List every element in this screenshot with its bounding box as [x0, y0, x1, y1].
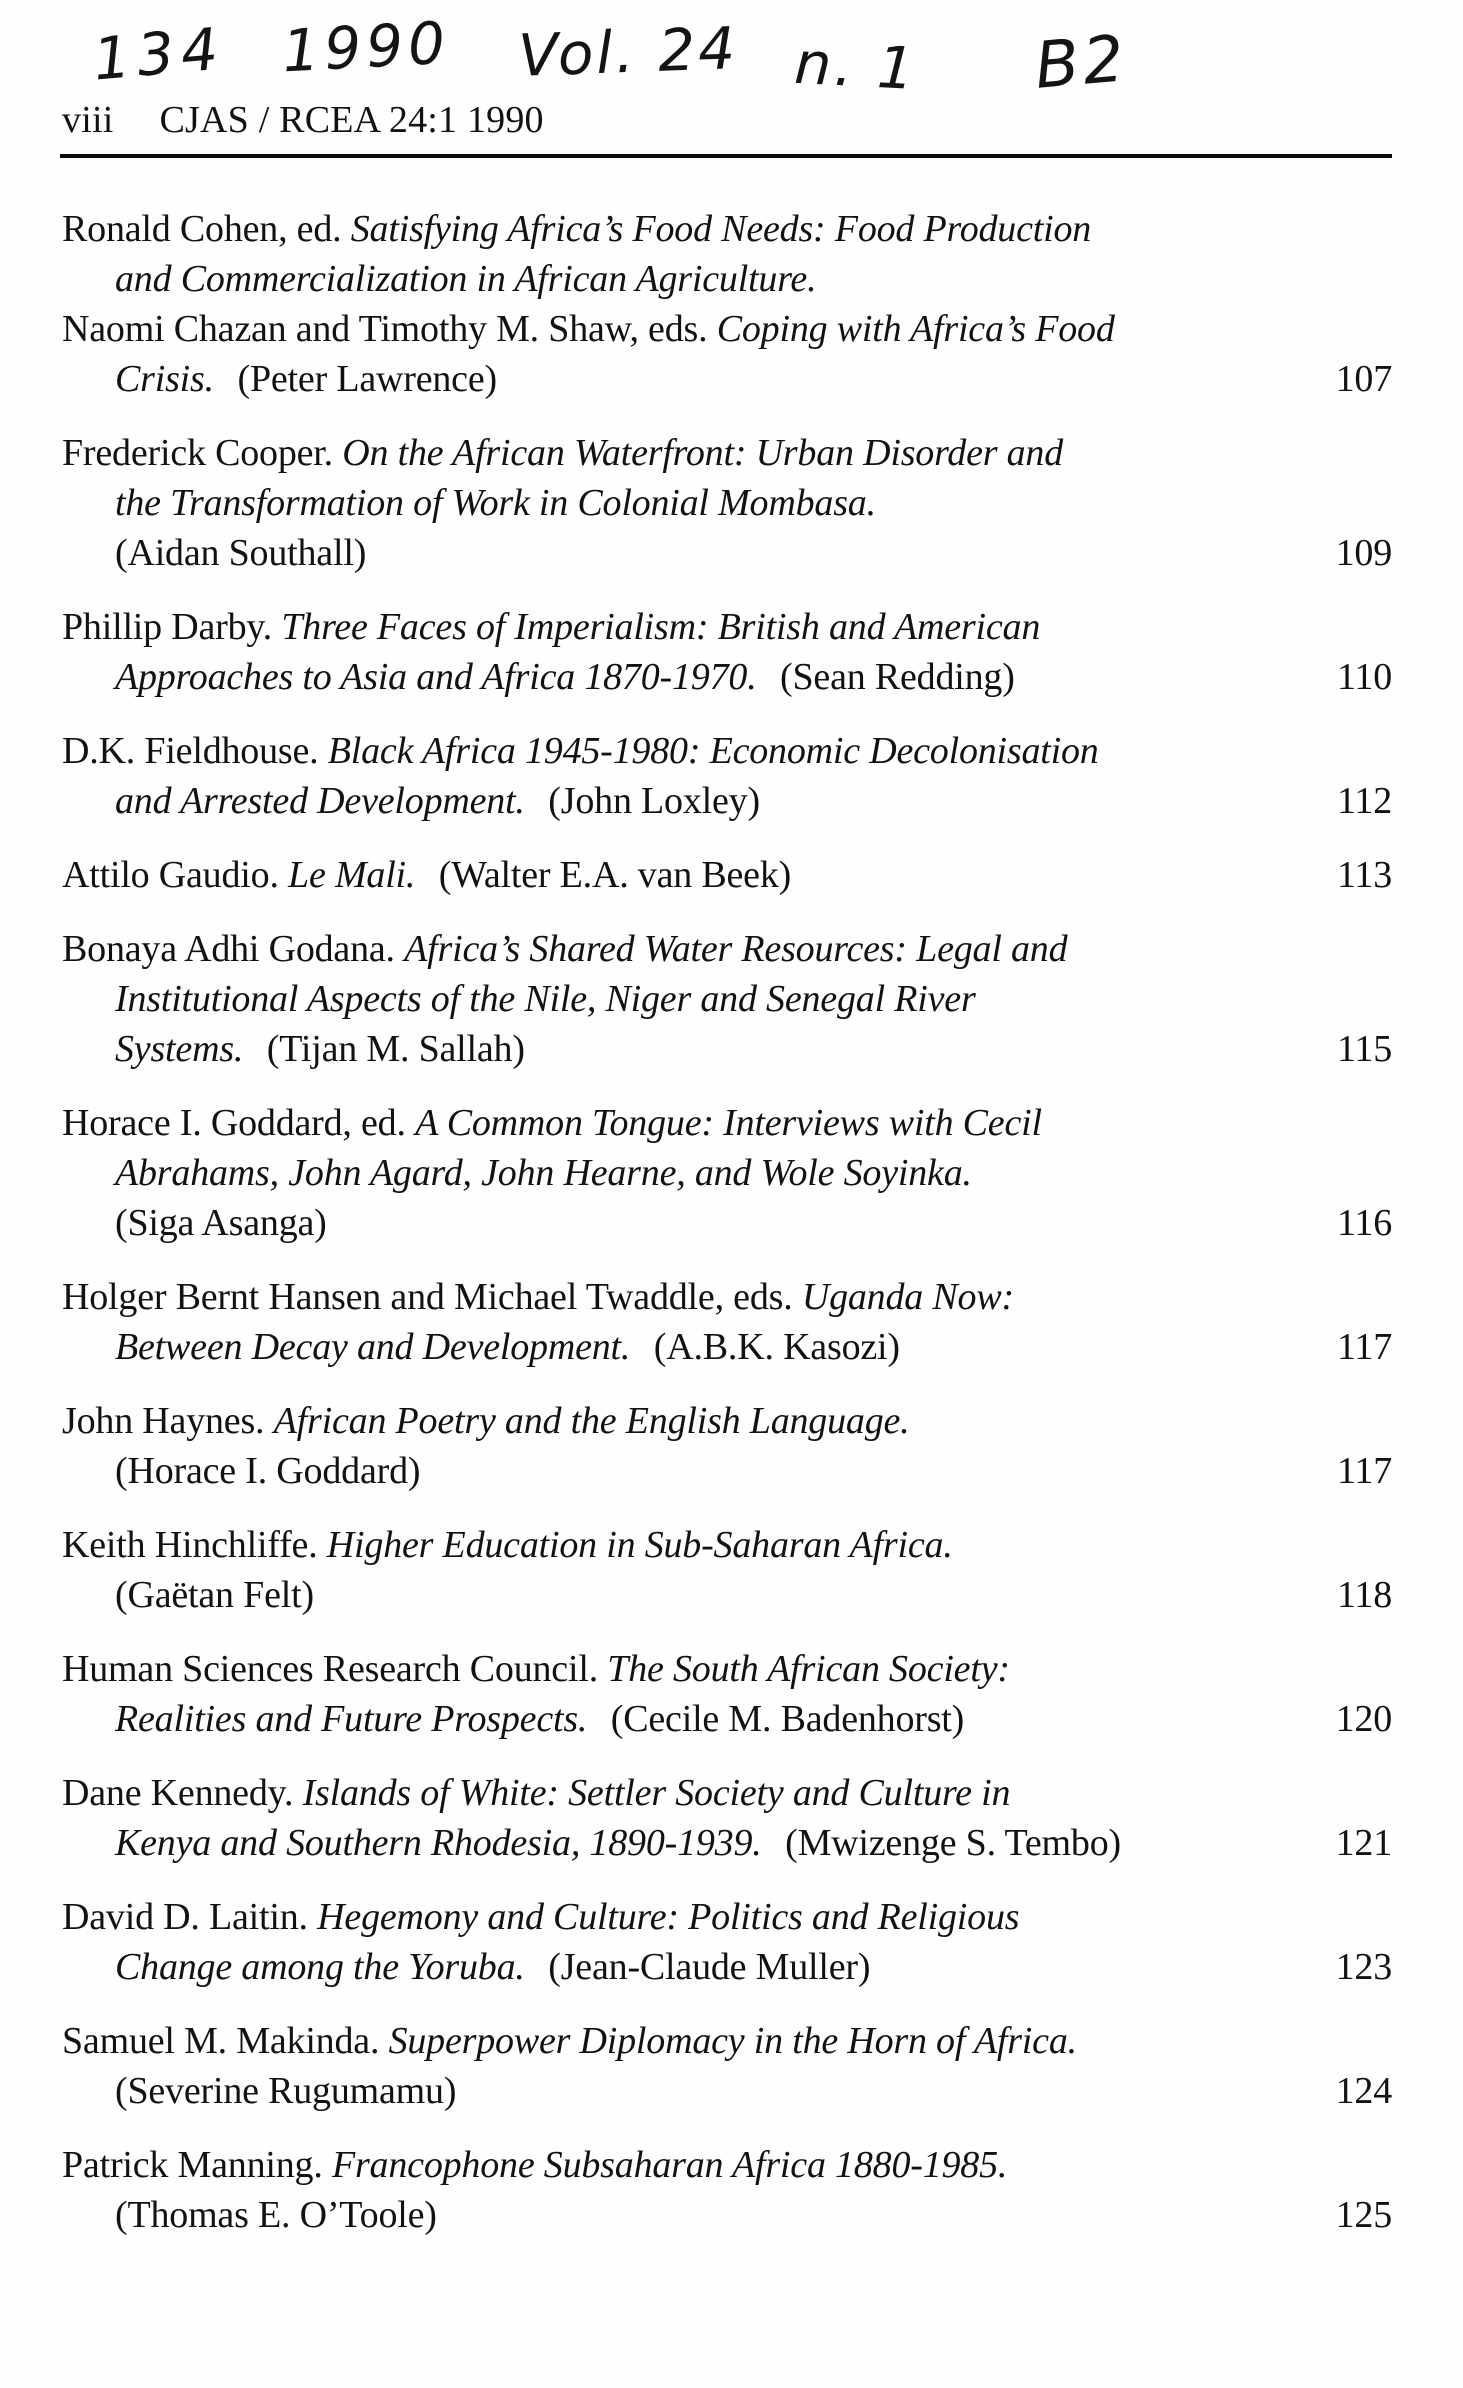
entry-text [62, 1570, 314, 1620]
handwriting-token: 1990 [280, 8, 452, 86]
toc-entry [62, 428, 1392, 578]
text-segment: D.K. Fieldhouse. [62, 730, 328, 772]
book-title-segment: Change among the Yoruba. [115, 1946, 525, 1988]
toc-line [62, 850, 1392, 900]
book-title-segment: and Commercialization in African Agriculture. [115, 258, 817, 300]
toc-line [62, 1098, 1392, 1148]
text-segment: Holger Bernt Hansen and Michael Twaddle, eds. [62, 1276, 802, 1318]
page-number: 110 [1337, 656, 1392, 698]
text-segment: Naomi Chazan and Timothy M. Shaw, eds. [62, 308, 717, 350]
text-segment: Patrick Manning. [62, 2144, 332, 2186]
toc-line [62, 2016, 1392, 2066]
entry-text [62, 1272, 1014, 1322]
toc-line [62, 354, 1392, 404]
entry-text [62, 2016, 1077, 2066]
entry-text [62, 1892, 1019, 1942]
book-title-segment: Realities and Future Prospects. [115, 1698, 588, 1740]
toc-entry [62, 1396, 1392, 1496]
text-segment: Horace I. Goddard, ed. [62, 1102, 416, 1144]
book-title-segment: African Poetry and the English Language. [273, 1400, 910, 1442]
toc-line [62, 1570, 1392, 1620]
text-segment: Dane Kennedy. [62, 1772, 303, 1814]
book-title-segment: Three Faces of Imperialism: British and American [281, 606, 1041, 648]
entry-text [62, 2190, 437, 2240]
toc-entry [62, 1892, 1392, 1992]
page-number: 117 [1337, 1450, 1392, 1492]
header-rule [60, 154, 1392, 158]
toc-entry [62, 204, 1392, 404]
entry-text [62, 2066, 456, 2116]
text-segment: Samuel M. Makinda. [62, 2020, 389, 2062]
toc-entry [62, 602, 1392, 702]
toc-line [62, 1322, 1392, 1372]
page-number: 120 [1335, 1698, 1392, 1740]
toc-line [62, 428, 1392, 478]
book-title-segment: Higher Education in Sub-Saharan Africa. [326, 1524, 953, 1566]
toc-line [62, 1694, 1392, 1744]
handwriting-annotation [90, 2, 1131, 104]
book-title-segment: Superpower Diplomacy in the Horn of Africa. [388, 2020, 1077, 2062]
text-segment: Frederick Cooper. [62, 432, 343, 474]
toc-line [62, 1818, 1392, 1868]
toc-line [62, 726, 1392, 776]
text-segment: Phillip Darby. [62, 606, 282, 648]
entry-text [62, 602, 1040, 652]
toc-entry [62, 924, 1392, 1074]
toc-line [62, 1644, 1392, 1694]
entry-text [62, 478, 876, 528]
text-segment: (Tijan M. Sallah) [266, 1028, 525, 1070]
entry-text [62, 1818, 1121, 1868]
toc-line [62, 254, 1392, 304]
entry-text [62, 1322, 900, 1372]
entry-text [62, 776, 760, 826]
text-segment: (Aidan Southall) [115, 532, 367, 574]
running-header [62, 98, 544, 142]
toc-line [62, 1198, 1392, 1248]
toc-line [62, 1024, 1392, 1074]
toc-line [62, 2140, 1392, 2190]
toc-line [62, 1892, 1392, 1942]
entry-text [62, 1644, 1010, 1694]
text-segment: (Siga Asanga) [115, 1202, 327, 1244]
entry-text [62, 924, 1067, 974]
book-title-segment: Black Africa 1945-1980: Economic Decolonisation [327, 730, 1099, 772]
toc-line [62, 1520, 1392, 1570]
handwriting-token: n. 1 [793, 28, 920, 104]
toc-line [62, 974, 1392, 1024]
text-segment: (Gaëtan Felt) [115, 1574, 314, 1616]
entry-text [62, 1396, 909, 1446]
text-segment: (Walter E.A. van Beek) [438, 854, 792, 896]
toc-line [62, 924, 1392, 974]
text-segment: David D. Laitin. [62, 1896, 318, 1938]
book-title-segment: Satisfying Africa’s Food Needs: Food Production [350, 208, 1092, 250]
toc-line [62, 1272, 1392, 1322]
folio-page-label: viii [62, 99, 114, 141]
page-number: 115 [1337, 1028, 1392, 1070]
page-number: 107 [1335, 358, 1392, 400]
toc-entry [62, 1272, 1392, 1372]
book-title-segment: Hegemony and Culture: Politics and Religious [317, 1896, 1020, 1938]
book-title-segment: The South African Society: [607, 1648, 1010, 1690]
entry-text [62, 2140, 1007, 2190]
text-segment: Keith Hinchliffe. [62, 1524, 327, 1566]
toc-entry [62, 2140, 1392, 2240]
page-number: 109 [1335, 532, 1392, 574]
text-segment: Attilo Gaudio. [62, 854, 289, 896]
book-title-segment: Systems. [115, 1028, 244, 1070]
text-segment: Bonaya Adhi Godana. [62, 928, 405, 970]
text-segment: (Thomas E. O’Toole) [115, 2194, 437, 2236]
page-number: 123 [1335, 1946, 1392, 1988]
toc-line [62, 1942, 1392, 1992]
page-number: 113 [1337, 854, 1392, 896]
toc-line [62, 528, 1392, 578]
toc-line [62, 304, 1392, 354]
entry-text [62, 1694, 964, 1744]
text-segment: (Horace I. Goddard) [115, 1450, 421, 1492]
entry-text [62, 528, 366, 578]
handwriting-token: 134 [90, 14, 228, 94]
entry-text [62, 1446, 420, 1496]
toc-line [62, 1148, 1392, 1198]
page-number: 117 [1337, 1326, 1392, 1368]
entry-text [62, 652, 1015, 702]
toc-line [62, 1446, 1392, 1496]
entry-text [62, 1768, 1010, 1818]
toc-entry [62, 1644, 1392, 1744]
toc-entry [62, 1098, 1392, 1248]
book-title-segment: Uganda Now: [801, 1276, 1014, 1318]
handwriting-token: B2 [1032, 22, 1131, 104]
text-segment: (Cecile M. Badenhorst) [610, 1698, 965, 1740]
toc-line [62, 204, 1392, 254]
page-number: 116 [1337, 1202, 1392, 1244]
toc-line [62, 478, 1392, 528]
text-segment: Human Sciences Research Council. [62, 1648, 608, 1690]
page-number: 124 [1335, 2070, 1392, 2112]
toc-line [62, 2066, 1392, 2116]
page-number: 125 [1335, 2194, 1392, 2236]
text-segment: John Haynes. [62, 1400, 274, 1442]
book-title-segment: On the African Waterfront: Urban Disorder and [342, 432, 1064, 474]
entry-text [62, 1520, 953, 1570]
entry-text [62, 850, 791, 900]
text-segment: (A.B.K. Kasozi) [653, 1326, 900, 1368]
book-title-segment: A Common Tongue: Interviews with Cecil [415, 1102, 1042, 1144]
text-segment: (Jean-Claude Muller) [548, 1946, 871, 1988]
entry-text [62, 1148, 972, 1198]
handwriting-token: Vol. 24 [517, 14, 740, 90]
entry-text [62, 974, 976, 1024]
book-title-segment: Islands of White: Settler Society and Culture in [302, 1772, 1011, 1814]
text-segment: (Mwizenge S. Tembo) [785, 1822, 1121, 1864]
book-title-segment: Francophone Subsaharan Africa 1880-1985. [331, 2144, 1008, 2186]
book-title-segment: Institutional Aspects of the Nile, Niger and Senegal River [115, 978, 976, 1020]
entry-text [62, 254, 816, 304]
entry-text [62, 428, 1063, 478]
text-segment: (Sean Redding) [780, 656, 1015, 698]
text-segment: (Severine Rugumamu) [115, 2070, 457, 2112]
book-title-segment: Kenya and Southern Rhodesia, 1890-1939. [115, 1822, 762, 1864]
book-title-segment: and Arrested Development. [115, 780, 525, 822]
book-title-segment: Approaches to Asia and Africa 1870-1970. [115, 656, 757, 698]
toc-line [62, 602, 1392, 652]
toc-entry [62, 850, 1392, 900]
book-title-segment: Le Mali. [288, 854, 416, 896]
entry-text [62, 304, 1115, 354]
journal-header-label: CJAS / RCEA 24:1 1990 [159, 99, 544, 141]
book-title-segment: Africa’s Shared Water Resources: Legal and [404, 928, 1068, 970]
toc-entry [62, 1768, 1392, 1868]
page-number: 118 [1337, 1574, 1392, 1616]
entry-text [62, 1098, 1042, 1148]
text-segment: Ronald Cohen, ed. [62, 208, 351, 250]
toc-line [62, 776, 1392, 826]
entry-text [62, 1942, 870, 1992]
toc-entry [62, 2016, 1392, 2116]
entry-text [62, 1024, 525, 1074]
toc-entry [62, 726, 1392, 826]
entry-text [62, 354, 497, 404]
entry-text [62, 1198, 327, 1248]
text-segment: (John Loxley) [548, 780, 760, 822]
book-title-segment: Coping with Africa’s Food [716, 308, 1115, 350]
page-number: 112 [1337, 780, 1392, 822]
toc-line [62, 1768, 1392, 1818]
toc-entry [62, 1520, 1392, 1620]
toc-line [62, 2190, 1392, 2240]
page-number: 121 [1335, 1822, 1392, 1864]
book-title-segment: the Transformation of Work in Colonial Mombasa. [115, 482, 876, 524]
entry-text [62, 204, 1091, 254]
text-segment: (Peter Lawrence) [237, 358, 497, 400]
book-title-segment: Between Decay and Development. [115, 1326, 631, 1368]
entry-text [62, 726, 1099, 776]
toc-list [62, 204, 1392, 2264]
book-title-segment: Crisis. [115, 358, 214, 400]
toc-line [62, 1396, 1392, 1446]
book-title-segment: Abrahams, John Agard, John Hearne, and Wole Soyinka. [115, 1152, 972, 1194]
toc-line [62, 652, 1392, 702]
